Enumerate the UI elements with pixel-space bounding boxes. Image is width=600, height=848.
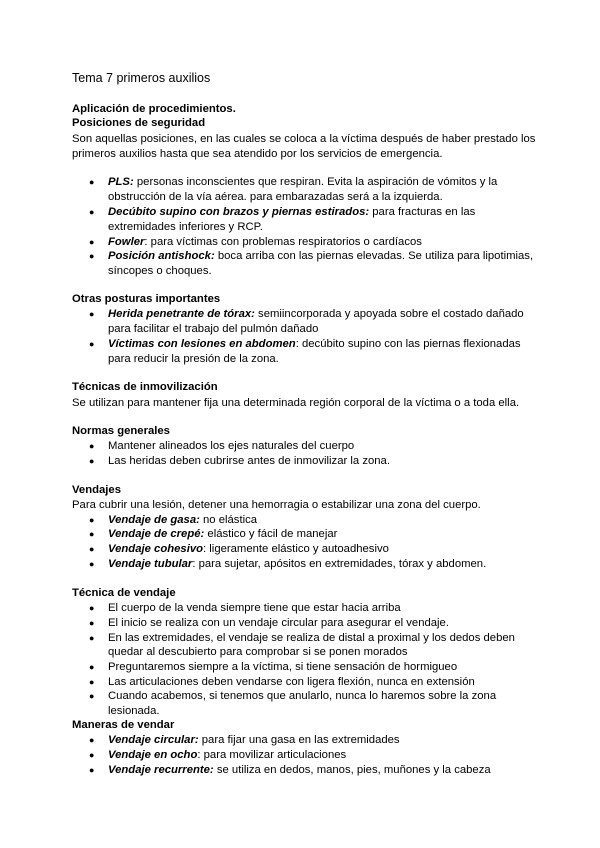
bullet-icon: ● (89, 750, 95, 760)
bullet-icon: ● (89, 339, 95, 349)
heading-tecnica-vendaje: Técnica de vendaje (72, 587, 176, 599)
list-item-text: : ligeramente elástico y autoadhesivo (203, 543, 389, 555)
list-item-cont: para reducir la presión de la zona. (108, 353, 279, 365)
list-item-text: : para víctimas con problemas respiratorios o cardíacos (144, 236, 422, 248)
list-item: En las extremidades, el vendaje se realiza de distal a proximal y los dedos deben (108, 632, 515, 644)
bullet-icon: ● (89, 662, 95, 672)
bullet-icon: ● (89, 765, 95, 775)
list-item (108, 748, 346, 763)
list-item-text: para fijar una gasa en las extremidades (198, 734, 400, 746)
bullet-icon: ● (89, 633, 95, 643)
list-item (108, 337, 521, 352)
list-item-key: Vendaje en ocho (108, 749, 198, 761)
list-item-cont: síncopes o choques. (108, 265, 212, 277)
paragraph-line: Se utilizan para mantener fija una determinada región corporal de la víctima o a toda ella. (72, 397, 520, 409)
list-item-key: Víctimas con lesiones en abdomen (108, 338, 296, 350)
bullet-icon: ● (89, 177, 95, 187)
bullet-icon: ● (89, 603, 95, 613)
list-item-cont: extremidades inferiores y RCP. (108, 221, 263, 233)
list-item (108, 542, 389, 557)
list-item: El inicio se realiza con un vendaje circular para asegurar el vendaje. (108, 617, 449, 629)
list-item: Las heridas deben cubrirse antes de inmovilizar la zona. (108, 455, 390, 467)
list-item-text: : decúbito supino con las piernas flexionadas (295, 338, 521, 350)
list-item-text: no elástica (199, 514, 258, 526)
list-item-key: Vendaje tubular (108, 558, 193, 570)
heading-maneras: Maneras de vendar (72, 719, 175, 731)
bullet-icon: ● (89, 456, 95, 466)
list-item-text: : para movilizar articulaciones (197, 749, 347, 761)
heading-vendajes: Vendajes (72, 484, 121, 496)
bullet-icon: ● (89, 207, 95, 217)
list-item (108, 763, 491, 778)
list-item-key: Posición antishock: (108, 250, 215, 262)
list-item: Cuando acabemos, si tenemos que anularlo, nunca lo haremos sobre la zona (108, 690, 497, 702)
bullet-icon: ● (89, 441, 95, 451)
list-item-cont: quedar al descubierto para comprobar si se ponen morados (108, 646, 408, 658)
list-item (108, 249, 533, 264)
list-item (108, 307, 524, 322)
heading-posiciones: Posiciones de seguridad (72, 117, 206, 129)
bullet-icon: ● (89, 691, 95, 701)
list-item (108, 205, 475, 220)
list-item-key: Vendaje de gasa: (108, 514, 200, 526)
heading-aplicacion: Aplicación de procedimientos. (72, 103, 236, 115)
heading-inmovilizacion: Técnicas de inmovilización (72, 381, 218, 393)
list-item-key: Vendaje circular: (108, 734, 199, 746)
list-item: Preguntaremos siempre a la víctima, si tiene sensación de hormigueo (108, 661, 458, 673)
list-item: Las articulaciones deben vendarse con ligera flexión, nunca en extensión (108, 676, 475, 688)
bullet-icon: ● (89, 251, 95, 261)
list-item-key: Herida penetrante de tórax: (108, 308, 255, 320)
list-item (108, 175, 497, 190)
bullet-icon: ● (89, 618, 95, 628)
list-item-text: para fracturas en las (369, 206, 476, 218)
list-item-key: Fowler (108, 236, 145, 248)
bullet-icon: ● (89, 237, 95, 247)
bullet-icon: ● (89, 544, 95, 554)
bullet-icon: ● (89, 735, 95, 745)
paragraph-line: Para cubrir una lesión, detener una hemorragia o estabilizar una zona del cuerpo. (72, 499, 481, 511)
list-item-text: personas inconscientes que respiran. Evita la aspiración de vómitos y la (133, 176, 498, 188)
list-item-key: Vendaje recurrente: (108, 764, 214, 776)
list-item-text: boca arriba con las piernas elevadas. Se utiliza para lipotimias, (214, 250, 534, 262)
paragraph-line: Son aquellas posiciones, en las cuales se coloca a la víctima después de haber prestado los (72, 133, 536, 145)
heading-otras-posturas: Otras posturas importantes (72, 293, 221, 305)
list-item: El cuerpo de la venda siempre tiene que estar hacia arriba (108, 602, 401, 614)
list-item: Mantener alineados los ejes naturales del cuerpo (108, 440, 355, 452)
list-item-cont: lesionada. (108, 705, 160, 717)
bullet-icon: ● (89, 559, 95, 569)
bullet-icon: ● (89, 677, 95, 687)
list-item-text: elástico y fácil de manejar (204, 528, 338, 540)
list-item (108, 527, 337, 542)
list-item (108, 557, 486, 572)
list-item-key: Decúbito supino con brazos y piernas estirados: (108, 206, 370, 218)
list-item-cont: para facilitar el trabajo del pulmón dañado (108, 323, 319, 335)
heading-normas: Normas generales (72, 425, 170, 437)
list-item (108, 235, 422, 250)
list-item (108, 513, 257, 528)
list-item-text: se utiliza en dedos, manos, pies, muñones y la cabeza (213, 764, 491, 776)
list-item-key: PLS: (108, 176, 134, 188)
list-item (108, 733, 400, 748)
list-item-text: : para sujetar, apósitos en extremidades, tórax y abdomen. (192, 558, 487, 570)
list-item-cont: obstrucción de la vía aérea. para embarazadas será a la izquierda. (108, 191, 443, 203)
paragraph-line: primeros auxilios hasta que sea atendido por los servicios de emergencia. (72, 148, 443, 160)
bullet-icon: ● (89, 309, 95, 319)
page-title: Tema 7 primeros auxilios (72, 71, 211, 85)
bullet-icon: ● (89, 529, 95, 539)
list-item-key: Vendaje de crepé: (108, 528, 205, 540)
list-item-key: Vendaje cohesivo (108, 543, 204, 555)
bullet-icon: ● (89, 515, 95, 525)
list-item-text: semiincorporada y apoyada sobre el costado dañado (254, 308, 524, 320)
